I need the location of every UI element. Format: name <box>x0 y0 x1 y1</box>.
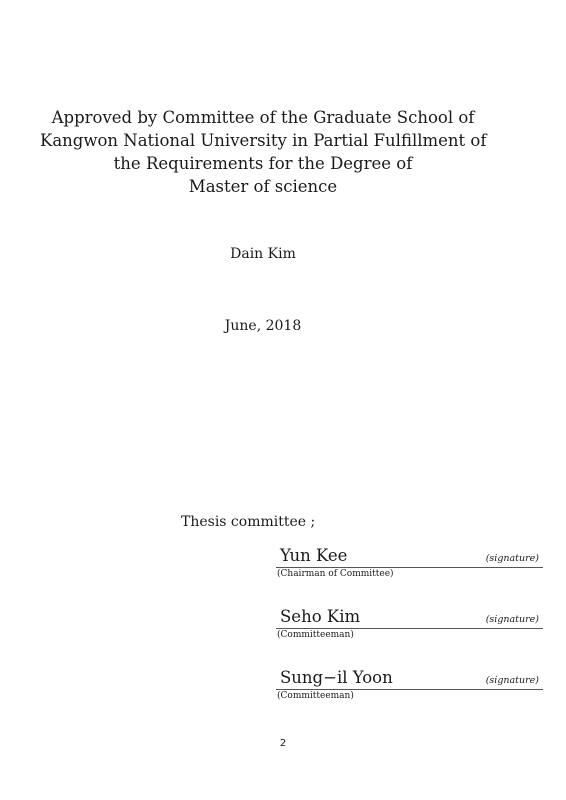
signature-label: (signature) <box>485 675 539 686</box>
signature-line <box>276 546 543 568</box>
approval-line: Kangwon National University in Partial Fulfillment of <box>40 131 487 150</box>
signature-line <box>276 607 543 629</box>
approval-line: the Requirements for the Degree of <box>113 154 413 173</box>
page-number: 2 <box>279 738 287 749</box>
member-role: (Committeeman) <box>277 691 354 701</box>
signature-label: (signature) <box>485 553 539 564</box>
member-name: Sung−il Yoon <box>280 668 393 687</box>
committee-member-2 <box>276 607 543 640</box>
signature-label: (signature) <box>485 614 539 625</box>
submission-date: June, 2018 <box>224 318 302 334</box>
signature-line <box>276 668 543 690</box>
approval-statement <box>40 106 486 198</box>
committee-heading: Thesis committee ; <box>181 514 316 530</box>
member-name: Seho Kim <box>280 607 361 626</box>
member-name: Yun Kee <box>280 546 348 565</box>
member-role: (Chairman of Committee) <box>277 569 394 579</box>
member-role: (Committeeman) <box>277 630 354 640</box>
approval-line: Master of science <box>188 177 338 196</box>
committee-member-3 <box>276 668 543 701</box>
author-name: Dain Kim <box>230 246 296 262</box>
approval-line: Approved by Committee of the Graduate School of <box>51 108 475 127</box>
committee-member-chairman <box>276 546 543 579</box>
